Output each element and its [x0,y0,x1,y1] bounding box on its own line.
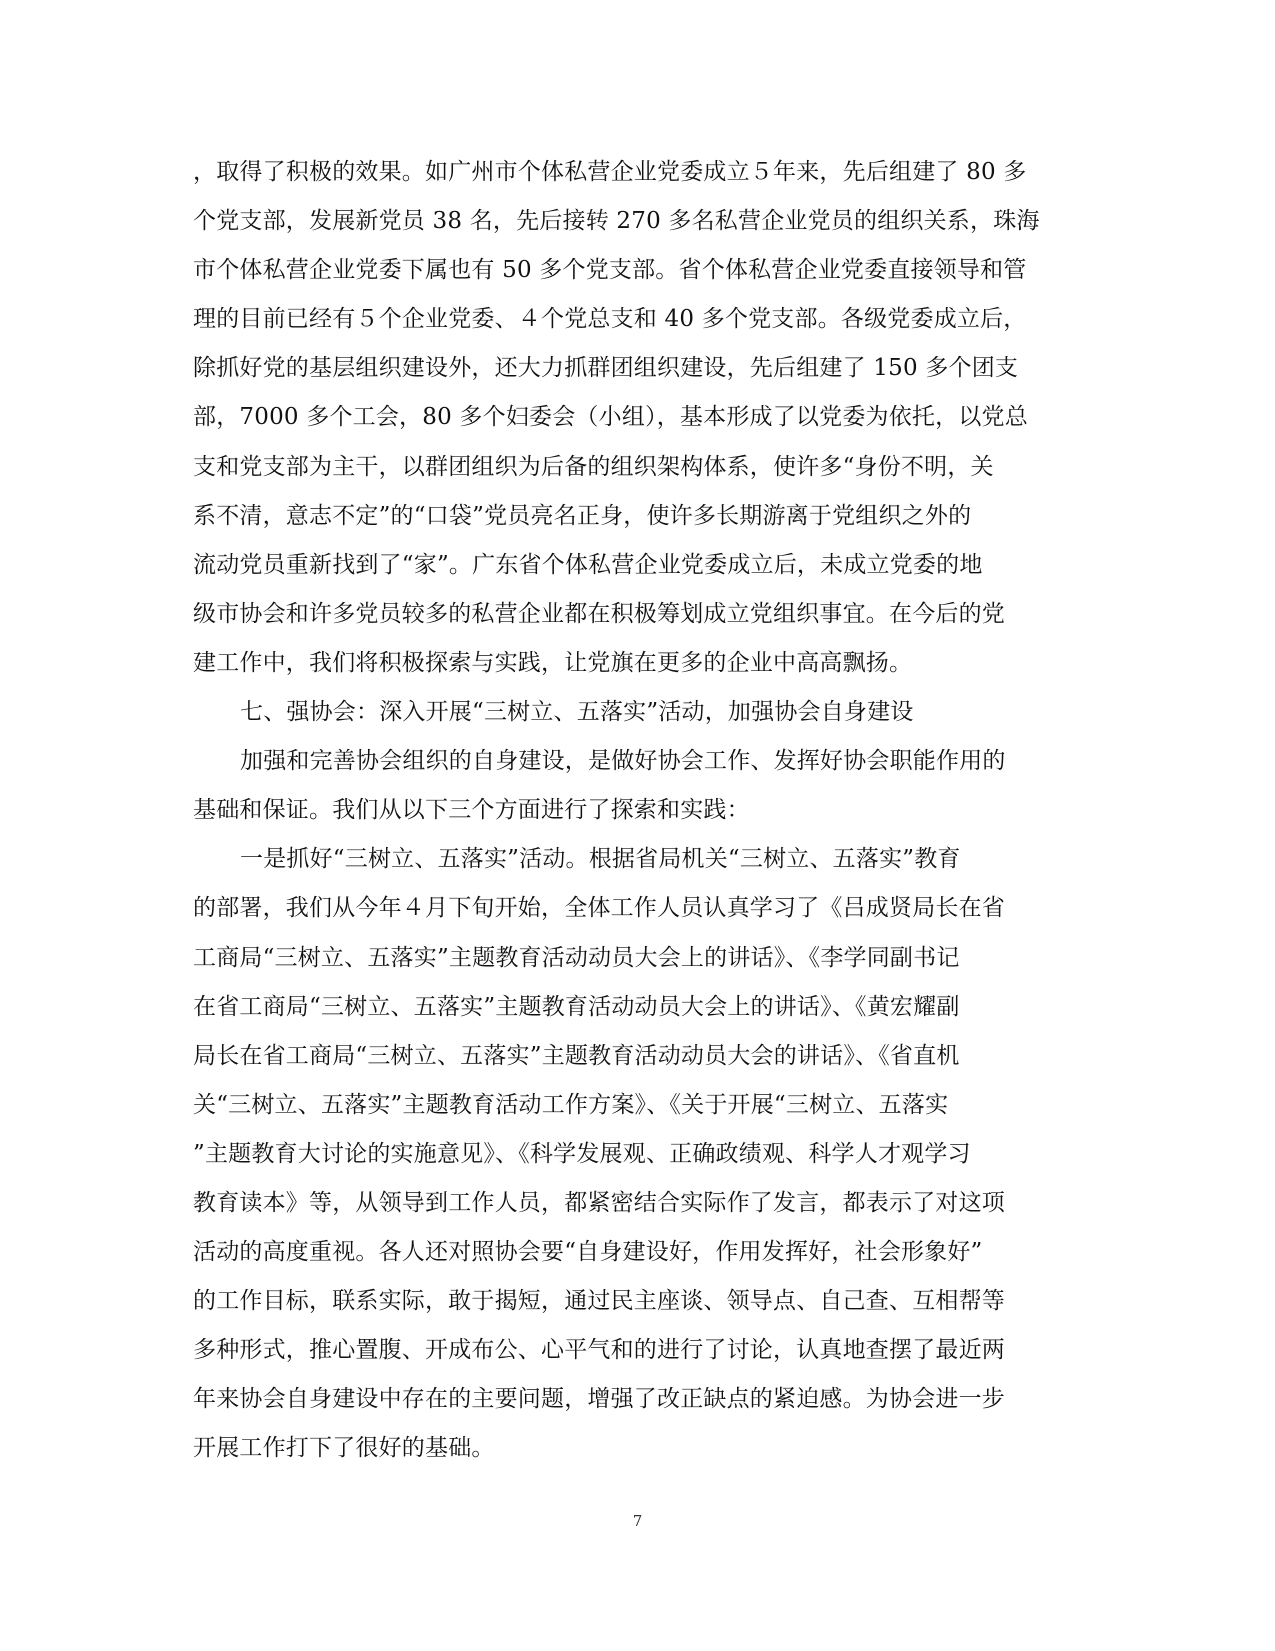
text-line: 开展工作打下了很好的基础。 [193,1435,495,1462]
text-line: 年来协会自身建设中存在的主要问题，增强了改正缺点的紧迫感。为协会进一步 [193,1386,1005,1413]
text-line: 的部署，我们从今年４月下旬开始，全体工作人员认真学习了《吕成贤局长在省 [193,895,1005,922]
text-line: 流动党员重新找到了“家”。广东省个体私营企业党委成立后，未成立党委的地 [193,551,983,578]
text-line: 局长在省工商局“三树立、五落实”主题教育活动动员大会的讲话》、《省直机 [193,1042,960,1069]
text-line: 在省工商局“三树立、五落实”主题教育活动动员大会上的讲话》、《黄宏耀副 [193,993,960,1020]
body-text [193,148,1093,1474]
text-line: 七、强协会：深入开展“三树立、五落实”活动，加强协会自身建设 [240,699,914,726]
text-line: 级市协会和许多党员较多的私营企业都在积极筹划成立党组织事宜。在今后的党 [193,600,1005,627]
text-line: 除抓好党的基层组织建设外，还大力抓群团组织建设，先后组建了 150 多个团支 [193,355,1019,382]
text-line: 系不清，意志不定”的“口袋”党员亮名正身，使许多长期游离于党组织之外的 [193,502,972,529]
text-line: 理的目前已经有５个企业党委、４个党总支和 40 多个党支部。各级党委成立后， [193,306,1027,333]
text-line: 工商局“三树立、五落实”主题教育活动动员大会上的讲话》、《李学同副书记 [193,944,960,971]
text-line: 多种形式，推心置腹、开成布公、心平气和的进行了讨论，认真地查摆了最近两 [193,1337,1005,1364]
text-line: 部，7000 多个工会，80 多个妇委会（小组），基本形成了以党委为依托，以党总 [193,404,1028,431]
text-line: 市个体私营企业党委下属也有 50 多个党支部。省个体私营企业党委直接领导和管 [193,257,1027,284]
text-line: 支和党支部为主干，以群团组织为后备的组织架构体系，使许多“身份不明，关 [193,453,994,480]
text-line: 建工作中，我们将积极探索与实践，让党旗在更多的企业中高高飘扬。 [193,649,913,676]
text-line: 的工作目标，联系实际，敢于揭短，通过民主座谈、领导点、自己查、互相帮等 [193,1288,1005,1315]
text-line: 个党支部，发展新党员 38 名，先后接转 270 多名私营企业党员的组织关系，珠海 [193,208,1040,235]
text-line: 关“三树立、五落实”主题教育活动工作方案》、《关于开展“三树立、五落实 [193,1091,949,1118]
text-line: 基础和保证。我们从以下三个方面进行了探索和实践： [193,797,750,824]
page-number: 7 [632,1512,643,1530]
text-line: 加强和完善协会组织的自身建设，是做好协会工作、发挥好协会职能作用的 [240,748,1006,775]
text-line: 活动的高度重视。各人还对照协会要“自身建设好，作用发挥好，社会形象好” [193,1239,983,1266]
text-line: 一是抓好“三树立、五落实”活动。根据省局机关“三树立、五落实”教育 [240,846,961,873]
text-line: ，取得了积极的效果。如广州市个体私营企业党委成立５年来，先后组建了 80 多 [193,159,1027,185]
text-line: ”主题教育大讨论的实施意见》、《科学发展观、正确政绩观、科学人才观学习 [193,1140,971,1167]
text-line: 教育读本》等，从领导到工作人员，都紧密结合实际作了发言，都表示了对这项 [193,1189,1005,1216]
